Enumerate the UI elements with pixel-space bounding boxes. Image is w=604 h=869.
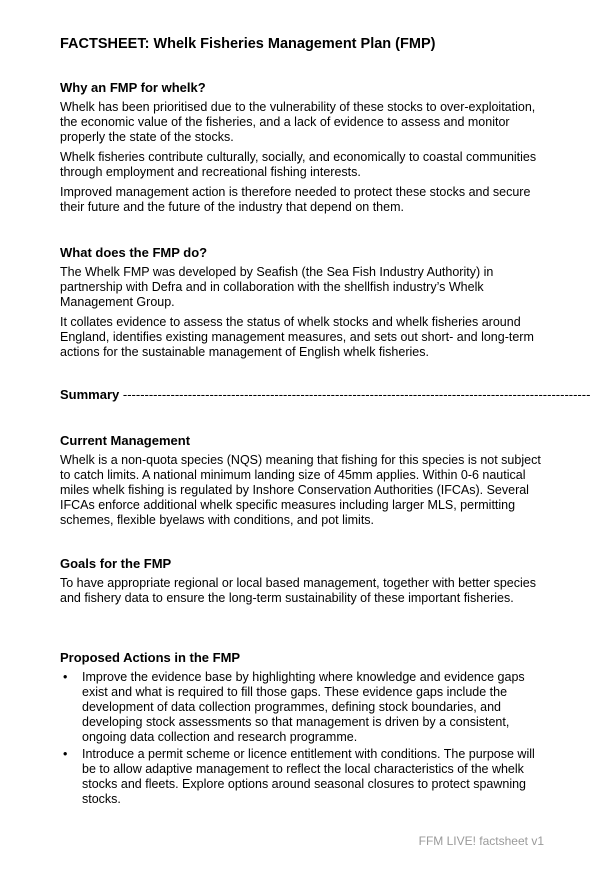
goals-heading: Goals for the FMP (60, 556, 172, 571)
why-section (60, 80, 545, 220)
proposed-actions-section (60, 650, 545, 809)
current-management-paragraph: Whelk is a non-quota species (NQS) meaning that fishing for this species is not subject to catch limits. A national minimum landing size of 45mm applies. Within 0-6 nautical miles whelk fishing is regulated by Inshore Conservation Authorities (IFCAs). Several IFCAs enforce additional whelk specific measures including larger MLS, permitting schemes, flexible byelaws with conditions, and pot limits. (60, 453, 541, 527)
why-paragraph-1: Whelk has been prioritised due to the vulnerability of these stocks to over-exploitation, the economic value of the fisheries, and a lack of evidence to assess and monitor properly the state of the stocks. (60, 100, 536, 144)
summary-divider (60, 387, 591, 402)
summary-label: Summary (60, 387, 120, 402)
what-heading: What does the FMP do? (60, 245, 208, 260)
current-management-heading: Current Management (60, 433, 191, 448)
current-management-section (60, 433, 545, 533)
list-item (60, 747, 545, 807)
what-section (60, 245, 545, 365)
proposed-actions-list (60, 670, 545, 807)
goals-paragraph: To have appropriate regional or local based management, together with better species and fishery data to ensure the long-term sustainability of these important fisheries. (60, 576, 536, 605)
page-title: FACTSHEET: Whelk Fisheries Management Plan (FMP) (60, 36, 436, 52)
footer-version: FFM LIVE! factsheet v1 (418, 834, 544, 848)
proposed-actions-heading: Proposed Actions in the FMP (60, 650, 241, 665)
bullet-icon: • (63, 670, 68, 684)
action-text-2: Introduce a permit scheme or licence entitlement with conditions. The purpose will be to allow adaptive management to reflect the local characteristics of the whelk stocks and fleets. Explore options around seasonal closures to protect spawning stocks. (82, 747, 535, 806)
goals-section (60, 556, 545, 611)
what-paragraph-1: The Whelk FMP was developed by Seafish (the Sea Fish Industry Authority) in partnership with Defra and in collaboration with the shellfish industry’s Whelk Management Group. (60, 265, 494, 309)
summary-dashes: ------------------------------------------------------------------------------------------------------------ (122, 387, 591, 402)
what-paragraph-2: It collates evidence to assess the status of whelk stocks and whelk fisheries around England, identifies existing management measures, and sets out short- and long-term actions for the sustainable management of English whelk fisheries. (60, 315, 534, 359)
bullet-icon: • (63, 747, 68, 761)
why-paragraph-3: Improved management action is therefore needed to protect these stocks and secure their future and the future of the industry that depend on them. (60, 185, 531, 214)
list-item (60, 670, 545, 745)
action-text-1: Improve the evidence base by highlighting where knowledge and evidence gaps exist and what is required to fill those gaps. These evidence gaps include the development of data collection programmes, defining stock boundaries, and developing stock assessments so that management is driven by a consistent, ongoing data collection and research programme. (82, 670, 525, 744)
why-paragraph-2: Whelk fisheries contribute culturally, socially, and economically to coastal communities through employment and recreational fishing interests. (60, 150, 537, 179)
why-heading: Why an FMP for whelk? (60, 80, 206, 95)
